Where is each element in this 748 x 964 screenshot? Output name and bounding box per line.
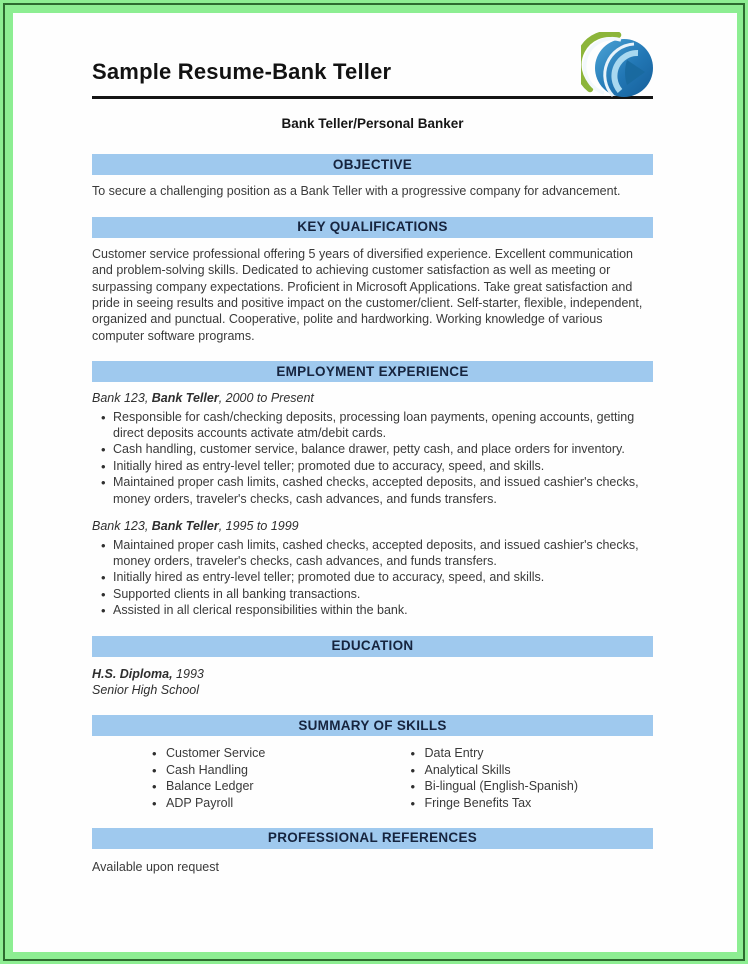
job-2-bullet: • Initially hired as entry-level teller; promoted due to accuracy, speed, and skills.	[92, 569, 653, 585]
section-header-summary-of-skills: SUMMARY OF SKILLS	[92, 715, 653, 736]
skill-item: • Balance Ledger	[152, 778, 373, 794]
job-1-heading	[92, 390, 653, 406]
job-entry-1	[92, 390, 653, 507]
job-2-bullet: • Maintained proper cash limits, cashed checks, accepted deposits, and issued cashier's checks, money orders, traveler's checks, cash advances, and funds transfers.	[92, 537, 653, 570]
references-text: Available upon request	[92, 859, 219, 874]
job-1-dates: , 2000 to Present	[218, 391, 314, 406]
job-2-dates: , 1995 to 1999	[218, 519, 299, 534]
job-1-company: Bank 123,	[92, 391, 152, 406]
skill-item: • Fringe Benefits Tax	[411, 795, 654, 811]
job-1-bullet: • Responsible for cash/checking deposits, processing loan payments, opening accounts, getting direct deposits accounts activate atm/debit cards.	[92, 409, 653, 442]
skills-columns	[92, 745, 653, 811]
globe-swoosh-logo-icon	[581, 32, 655, 100]
job-target-subtitle: Bank Teller/Personal Banker	[281, 116, 464, 131]
education-school: Senior High School	[92, 682, 200, 697]
education-degree: H.S. Diploma,	[92, 666, 173, 681]
skill-item: • Data Entry	[411, 745, 654, 761]
section-header-key-qualifications: KEY QUALIFICATIONS	[92, 217, 653, 238]
job-2-bullet: • Assisted in all clerical responsibilities within the bank.	[92, 602, 653, 618]
education-entry	[92, 666, 653, 699]
skill-item: • Cash Handling	[152, 762, 373, 778]
objective-text: To secure a challenging position as a Bank Teller with a progressive company for advancement.	[92, 184, 621, 199]
frame-inner-line	[3, 3, 745, 961]
job-2-role: Bank Teller	[151, 519, 219, 534]
skill-item: • ADP Payroll	[152, 795, 373, 811]
skill-item: • Bi-lingual (English-Spanish)	[411, 778, 654, 794]
job-entry-2	[92, 518, 653, 618]
job-2-bullet-list	[92, 537, 653, 619]
section-header-professional-references: PROFESSIONAL REFERENCES	[92, 828, 653, 849]
skill-item: • Analytical Skills	[411, 762, 654, 778]
education-year: 1993	[172, 666, 204, 681]
skill-item: • Customer Service	[152, 745, 373, 761]
page-title: Sample Resume-Bank Teller	[92, 59, 392, 84]
job-2-bullet: • Supported clients in all banking transactions.	[92, 586, 653, 602]
skills-column-left	[92, 745, 373, 811]
document-header	[92, 59, 653, 99]
job-1-role: Bank Teller	[151, 391, 219, 406]
job-1-bullet: • Cash handling, customer service, balance drawer, petty cash, and place orders for inventory.	[92, 441, 653, 457]
section-header-employment-experience: EMPLOYMENT EXPERIENCE	[92, 361, 653, 382]
section-header-education: EDUCATION	[92, 636, 653, 657]
key-qualifications-text: Customer service professional offering 5 years of diversified experience. Excellent communication and problem-solving skills. Dedicated to achieving customer satisfaction as well as meeting or surpassing company expectations. Proficient in Microsoft Applications. Take great satisfaction and pride in seeing results and positive impact on the customer/client. Self-starter, flexible, independent, organized and punctual. Cooperative, polite and hardworking. Working knowledge of various computer software programs.	[92, 246, 643, 343]
header-rule	[92, 96, 653, 99]
section-header-objective: OBJECTIVE	[92, 154, 653, 175]
skills-column-right	[373, 745, 654, 811]
resume-page	[13, 13, 737, 952]
job-1-bullet-list	[92, 409, 653, 507]
job-2-heading	[92, 518, 653, 534]
education-degree-line	[92, 666, 653, 682]
job-1-bullet: • Initially hired as entry-level teller; promoted due to accuracy, speed, and skills.	[92, 458, 653, 474]
job-2-company: Bank 123,	[92, 519, 152, 534]
job-1-bullet: • Maintained proper cash limits, cashed checks, accepted deposits, and issued cashier's checks, money orders, traveler's checks, cash advances, and funds transfers.	[92, 474, 653, 507]
